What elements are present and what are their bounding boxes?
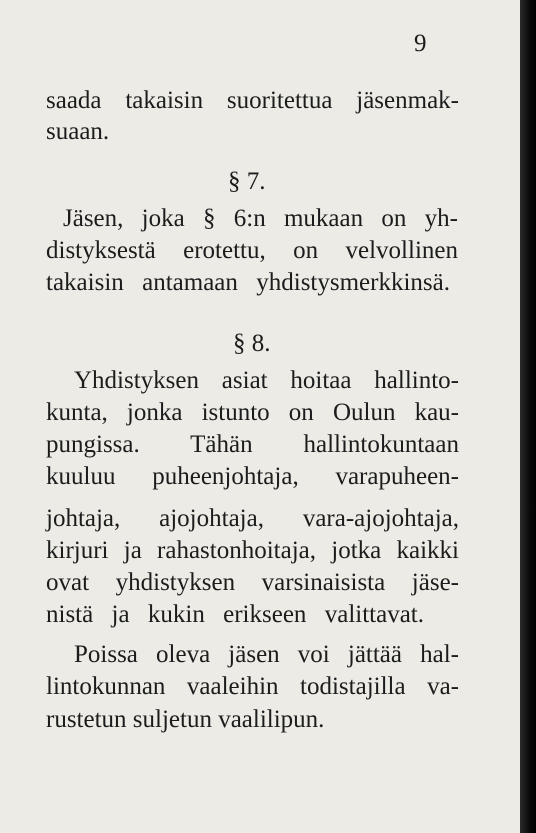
text-line: distyksestä erotettu, on velvollinen xyxy=(46,237,458,264)
text-line: kirjuri ja rahastonhoitaja, jotka kaikki xyxy=(46,537,459,564)
section-heading: § 7. xyxy=(228,168,266,195)
text-line: saada takaisin suoritettua jäsenmak- xyxy=(46,87,459,114)
text-line: ovat yhdistyksen varsinaisista jäse- xyxy=(46,569,459,596)
text-line: suaan. xyxy=(46,118,110,145)
text-line: nistä ja kukin erikseen valittavat. xyxy=(46,601,424,628)
text-line: kunta, jonka istunto on Oulun kau- xyxy=(46,399,459,426)
text-line: kuuluu puheenjohtaja, varapuheen- xyxy=(46,463,459,490)
text-line: lintokunnan vaaleihin todistajilla va- xyxy=(46,673,459,700)
text-line: Yhdistyksen asiat hoitaa hallinto- xyxy=(74,367,459,394)
text-line: takaisin antamaan yhdistysmerkkinsä. xyxy=(46,269,450,296)
section-heading: § 8. xyxy=(233,330,271,357)
page-number: 9 xyxy=(414,30,427,57)
text-line: rustetun suljetun vaalilipun. xyxy=(46,706,325,733)
text-line: johtaja, ajojohtaja, vara-ajojohtaja, xyxy=(46,505,459,532)
text-line: Poissa oleva jäsen voi jättää hal- xyxy=(74,641,459,668)
scan-border xyxy=(520,0,536,833)
text-line: Jäsen, joka § 6:n mukaan on yh- xyxy=(63,205,458,232)
text-line: pungissa. Tähän hallintokuntaan xyxy=(46,431,459,458)
